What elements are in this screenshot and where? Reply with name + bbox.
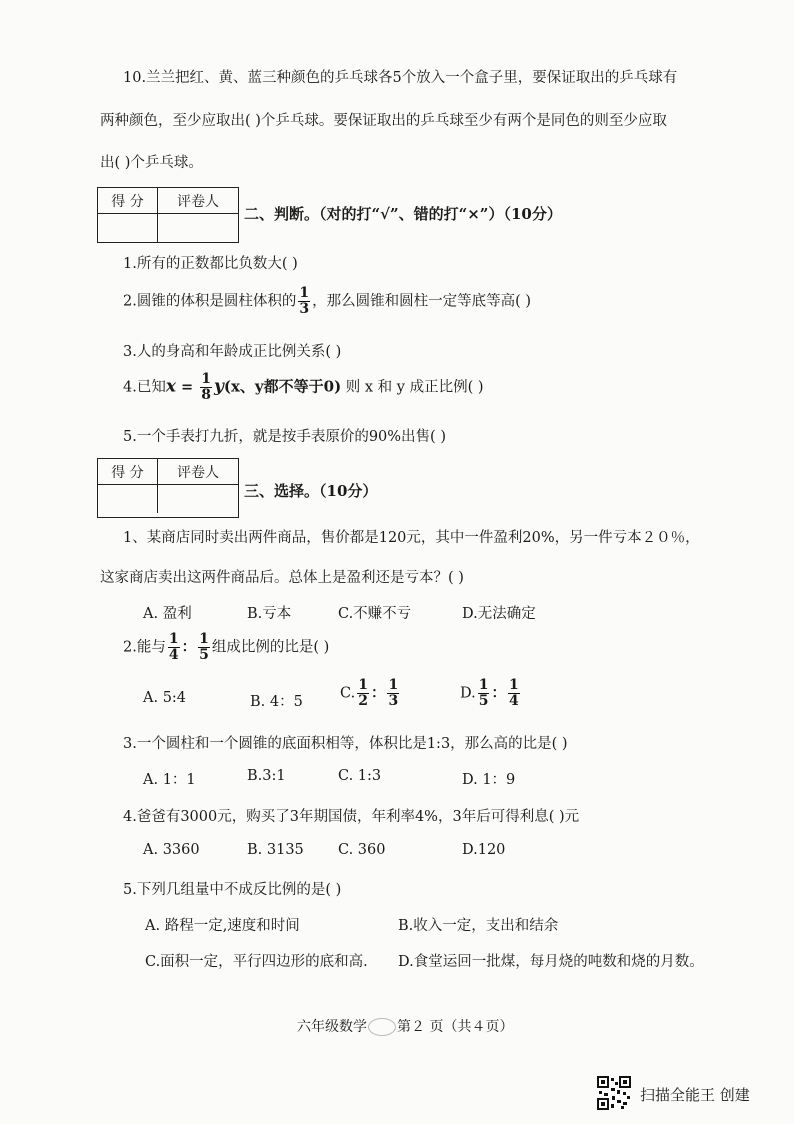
s3-q5-option-d[interactable]: D.食堂运回一批煤，每月烧的吨数和烧的月数。 bbox=[398, 954, 704, 970]
s3-q4-option-a[interactable]: A. 3360 bbox=[143, 842, 200, 858]
s3-q4: 4.爸爸有3000元，购买了3年期国债，年利率4%，3年后可得利息( )元 bbox=[123, 809, 580, 825]
grader-header: 评卷人 bbox=[158, 188, 238, 214]
scanner-brand-label: 扫描全能王 创建 bbox=[640, 1086, 750, 1104]
s3-q4-option-b[interactable]: B. 3135 bbox=[247, 842, 304, 858]
s2-q5: 5.一个手表打九折，就是按手表原价的90%出售( ) bbox=[123, 429, 446, 445]
score-box-section3 bbox=[97, 458, 239, 518]
score-header: 得 分 bbox=[98, 459, 158, 485]
section3-title: 三、选择。（10分） bbox=[244, 482, 378, 500]
s3-q2-option-a[interactable]: A. 5:4 bbox=[143, 690, 187, 706]
grader-header: 评卷人 bbox=[158, 459, 238, 485]
s3-q2: 2.能与 $\frac{1}{4}$ ： $\frac{1}{5}$ 组成比例的比是( ) bbox=[123, 631, 330, 663]
s3-q1-option-c[interactable]: C.不赚不亏 bbox=[338, 606, 412, 622]
fraction-one-eighth: $\frac{1}{8}$ bbox=[201, 371, 211, 403]
s3-q1-line1: 1、某商店同时卖出两件商品，售价都是120元，其中一件盈利20%，另一件亏本２０％， bbox=[123, 530, 700, 546]
stamp-mark-icon bbox=[368, 1018, 396, 1036]
s3-q1-option-a[interactable]: A. 盈利 bbox=[143, 606, 192, 622]
s2-q2: 2.圆锥的体积是圆柱体积的 $\frac{1}{3}$ ，那么圆锥和圆柱一定等底等高( ) bbox=[123, 285, 532, 317]
q10-line1: 10.兰兰把红、黄、蓝三种颜色的乒乓球各5个放入一个盒子里，要保证取出的乒乓球有 bbox=[123, 70, 678, 86]
s3-q3-option-c[interactable]: C. 1:3 bbox=[338, 768, 382, 784]
score-header: 得 分 bbox=[98, 188, 158, 214]
s3-q3-option-b[interactable]: B.3:1 bbox=[247, 768, 286, 784]
page-footer: 六年级数学 第２ 页（共４页） bbox=[297, 1019, 514, 1035]
s3-q3: 3.一个圆柱和一个圆锥的底面积相等，体积比是1:3，那么高的比是( ) bbox=[123, 736, 568, 752]
s3-q2-option-d[interactable]: D. $\frac{1}{5}$ ： $\frac{1}{4}$ bbox=[460, 677, 519, 709]
section2-title: 二、判断。（对的打“√”、错的打“×”）（10分） bbox=[244, 205, 562, 223]
s3-q1-option-d[interactable]: D.无法确定 bbox=[462, 606, 536, 622]
s3-q5-option-c[interactable]: C.面积一定，平行四边形的底和高. bbox=[145, 954, 368, 970]
s3-q3-option-a[interactable]: A. 1：1 bbox=[143, 772, 196, 788]
s3-q1-option-b[interactable]: B.亏本 bbox=[247, 606, 292, 622]
s3-q5-option-a[interactable]: A. 路程一定,速度和时间 bbox=[145, 918, 300, 934]
s3-q3-option-d[interactable]: D. 1：9 bbox=[462, 772, 516, 788]
grader-cell[interactable] bbox=[158, 214, 238, 242]
s3-q4-option-d[interactable]: D.120 bbox=[462, 842, 506, 858]
s3-q5: 5.下列几组量中不成反比例的是( ) bbox=[123, 882, 342, 898]
s3-q5-option-b[interactable]: B.收入一定，支出和结余 bbox=[398, 918, 559, 934]
s3-q4-option-c[interactable]: C. 360 bbox=[338, 842, 386, 858]
s2-q3: 3.人的身高和年龄成正比例关系( ) bbox=[123, 344, 342, 360]
s2-q4: 4.已知x = $\frac{1}{8}$ y(x、y都不等于0) 则 x 和 y 成正比例( ) bbox=[123, 371, 484, 403]
q10-line2: 两种颜色，至少应取出( )个乒乓球。要保证取出的乒乓球至少有两个是同色的则至少应取 bbox=[100, 113, 667, 129]
s3-q1-line2: 这家商店卖出这两件商品后。总体上是盈利还是亏本？( ) bbox=[100, 570, 464, 586]
grader-cell[interactable] bbox=[158, 485, 238, 513]
fraction-one-third: $\frac{1}{3}$ bbox=[299, 285, 310, 317]
score-cell[interactable] bbox=[98, 214, 158, 242]
qr-code-icon bbox=[597, 1076, 631, 1110]
s3-q2-option-c[interactable]: C. $\frac{1}{2}$ ： $\frac{1}{3}$ bbox=[340, 677, 399, 709]
score-box-section2 bbox=[97, 187, 239, 243]
s3-q2-option-b[interactable]: B. 4：5 bbox=[250, 694, 303, 710]
q10-line3: 出( )个乒乓球。 bbox=[100, 155, 203, 171]
score-cell[interactable] bbox=[98, 485, 158, 513]
s2-q1: 1.所有的正数都比负数大( ) bbox=[123, 256, 298, 272]
